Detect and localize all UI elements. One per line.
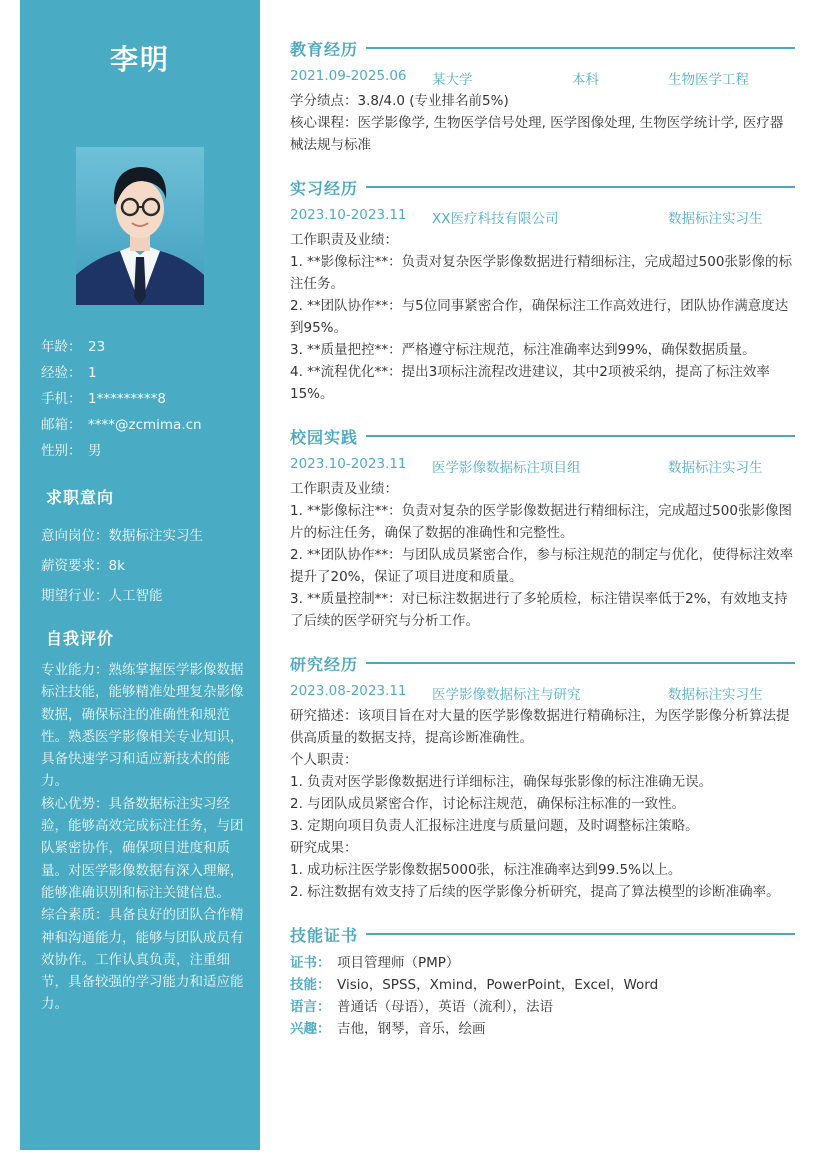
education-meta [290, 68, 795, 90]
intent-salary [41, 551, 256, 581]
skill-label: 证书： [290, 955, 331, 971]
self-eval-professional: 专业能力：熟练掌握医学影像数据标注技能，能够精准处理复杂影像数据，确保标注的准确性和规范性。熟悉医学影像相关专业知识，具备快速学习和适应新技术的能力。 [41, 662, 244, 790]
basic-info [41, 334, 251, 464]
internship-period: 2023.10-2023.11 [290, 207, 407, 223]
skill-value: 项目管理师（PMP） [337, 955, 460, 971]
info-value: 1 [88, 365, 97, 381]
person-portrait-icon [76, 147, 204, 305]
section-title: 校园实践 [290, 427, 359, 447]
section-divider [366, 47, 795, 49]
section-header [290, 922, 795, 946]
info-label: 经验： [41, 365, 82, 381]
detail-line: 1. **影像标注**：负责对复杂的医学影像数据进行精细标注，完成超过500张影像图片的标注任务，确保了数据的准确性和完整性。 [290, 503, 792, 541]
section-title: 研究经历 [290, 654, 359, 674]
campus-organization: 医学影像数据标注项目组 [432, 460, 581, 476]
intent-industry [41, 581, 256, 611]
intent-position [41, 521, 256, 551]
self-evaluation [41, 659, 244, 1016]
internship-company: XX医疗科技有限公司 [432, 211, 559, 227]
internship-role: 数据标注实习生 [668, 211, 763, 227]
campus-role: 数据标注实习生 [668, 460, 763, 476]
education-school: 某大学 [432, 72, 473, 88]
detail-line: 工作职责及业绩： [290, 232, 398, 248]
skill-languages [290, 996, 795, 1018]
section-header [290, 651, 795, 675]
skill-value: Visio，SPSS，Xmind，PowerPoint，Excel，Word [337, 977, 659, 993]
info-label: 年龄： [41, 339, 82, 355]
profile-photo [76, 147, 204, 305]
info-experience [41, 360, 251, 386]
job-intent [41, 521, 256, 611]
intent-value: 8k [108, 558, 125, 574]
research-period: 2023.08-2023.11 [290, 683, 407, 699]
self-eval-qualities: 综合素质：具备良好的团队合作精神和沟通能力，能够与团队成员有效协作。工作认真负责，注重细节，具备较强的学习能力和适应能力。 [41, 907, 244, 1013]
internship-details [290, 229, 795, 405]
self-evaluation-title: 自我评价 [46, 629, 115, 648]
skill-label: 语言： [290, 999, 331, 1015]
education-details [290, 90, 795, 156]
main-content [290, 36, 795, 1040]
detail-line: 3. 定期向项目负责人汇报标注进度与质量问题，及时调整标注策略。 [290, 818, 699, 834]
skills-list [290, 952, 795, 1040]
skill-interests [290, 1018, 795, 1040]
section-title: 实习经历 [290, 178, 359, 198]
detail-line: 工作职责及业绩： [290, 481, 398, 497]
info-value: ****@zcmima.cn [88, 417, 202, 433]
section-campus [290, 424, 795, 632]
education-period: 2021.09-2025.06 [290, 68, 407, 84]
campus-details [290, 478, 795, 632]
section-header [290, 36, 795, 60]
detail-line: 3. **质量控制**：对已标注数据进行了多轮质检，标注错误率低于2%，有效地支持了后续的医学研究与分析工作。 [290, 591, 788, 629]
education-degree: 本科 [572, 72, 599, 88]
skill-value: 普通话（母语），英语（流利），法语 [337, 999, 553, 1015]
sidebar [20, 0, 260, 1150]
intent-value: 数据标注实习生 [108, 528, 203, 544]
education-gpa: 学分绩点：3.8/4.0 (专业排名前5%) [290, 93, 509, 109]
campus-meta [290, 456, 795, 478]
section-divider [366, 662, 795, 664]
research-details [290, 705, 795, 903]
skill-certificate [290, 952, 795, 974]
detail-line: 2. **团队协作**：与团队成员紧密合作，参与标注规范的制定与优化，使得标注效率提升了20%，保证了项目进度和质量。 [290, 547, 794, 585]
research-role: 数据标注实习生 [668, 687, 763, 703]
intent-label: 薪资要求： [41, 558, 109, 574]
section-title: 技能证书 [290, 925, 359, 945]
detail-line: 3. **质量把控**：严格遵守标注规范，标注准确率达到99%，确保数据质量。 [290, 342, 756, 358]
intent-label: 期望行业： [41, 588, 109, 604]
info-gender [41, 438, 251, 464]
candidate-name: 李明 [109, 43, 170, 76]
section-internship [290, 175, 795, 405]
job-intent-title: 求职意向 [46, 488, 115, 507]
self-eval-strengths: 核心优势：具备数据标注实习经验，能够高效完成标注任务，与团队紧密协作，确保项目进度和质量。对医学影像数据有深入理解，能够准确识别和标注关键信息。 [41, 795, 244, 901]
section-research [290, 651, 795, 903]
detail-line: 2. 标注数据有效支持了后续的医学影像分析研究，提高了算法模型的诊断准确率。 [290, 884, 780, 900]
section-education [290, 36, 795, 156]
intent-value: 人工智能 [108, 588, 163, 604]
section-header [290, 424, 795, 448]
detail-line: 1. 成功标注医学影像数据5000张，标注准确率达到99.5%以上。 [290, 862, 682, 878]
info-value: 1*********8 [88, 391, 166, 407]
info-age [41, 334, 251, 360]
info-label: 手机： [41, 391, 82, 407]
detail-line: 4. **流程优化**：提出3项标注流程改进建议，其中2项被采纳，提高了标注效率15%。 [290, 364, 770, 402]
info-email [41, 412, 251, 438]
section-divider [366, 186, 795, 188]
intent-label: 意向岗位： [41, 528, 109, 544]
info-label: 邮箱： [41, 417, 82, 433]
education-courses: 核心课程：医学影像学, 生物医学信号处理, 医学图像处理, 生物医学统计学, 医疗器械法规与标准 [290, 115, 784, 153]
detail-line: 1. **影像标注**：负责对复杂医学影像数据进行精细标注，完成超过500张影像的标注任务。 [290, 254, 792, 292]
detail-line: 1. 负责对医学影像数据进行详细标注，确保每张影像的标注准确无误。 [290, 774, 713, 790]
info-value: 23 [88, 339, 106, 355]
skill-tools [290, 974, 795, 996]
education-major: 生物医学工程 [668, 72, 749, 88]
section-title: 教育经历 [290, 39, 359, 59]
info-phone [41, 386, 251, 412]
skill-label: 兴趣： [290, 1021, 331, 1037]
section-divider [366, 435, 795, 437]
section-skills [290, 922, 795, 1040]
detail-line: 2. 与团队成员紧密合作，讨论标注规范，确保标注标准的一致性。 [290, 796, 686, 812]
detail-line: 研究成果： [290, 840, 358, 856]
research-meta [290, 683, 795, 705]
section-divider [366, 933, 795, 935]
skill-label: 技能： [290, 977, 331, 993]
detail-line: 2. **团队协作**：与5位同事紧密合作，确保标注工作高效进行，团队协作满意度达到95%。 [290, 298, 789, 336]
detail-line: 研究描述：该项目旨在对大量的医学影像数据进行精确标注，为医学影像分析算法提供高质量的数据支持，提高诊断准确性。 [290, 708, 790, 746]
detail-line: 个人职责： [290, 752, 358, 768]
skill-value: 吉他，钢琴，音乐，绘画 [337, 1021, 486, 1037]
research-project: 医学影像数据标注与研究 [432, 687, 581, 703]
internship-meta [290, 207, 795, 229]
campus-period: 2023.10-2023.11 [290, 456, 407, 472]
section-header [290, 175, 795, 199]
info-label: 性别： [41, 443, 82, 459]
info-value: 男 [88, 443, 102, 459]
